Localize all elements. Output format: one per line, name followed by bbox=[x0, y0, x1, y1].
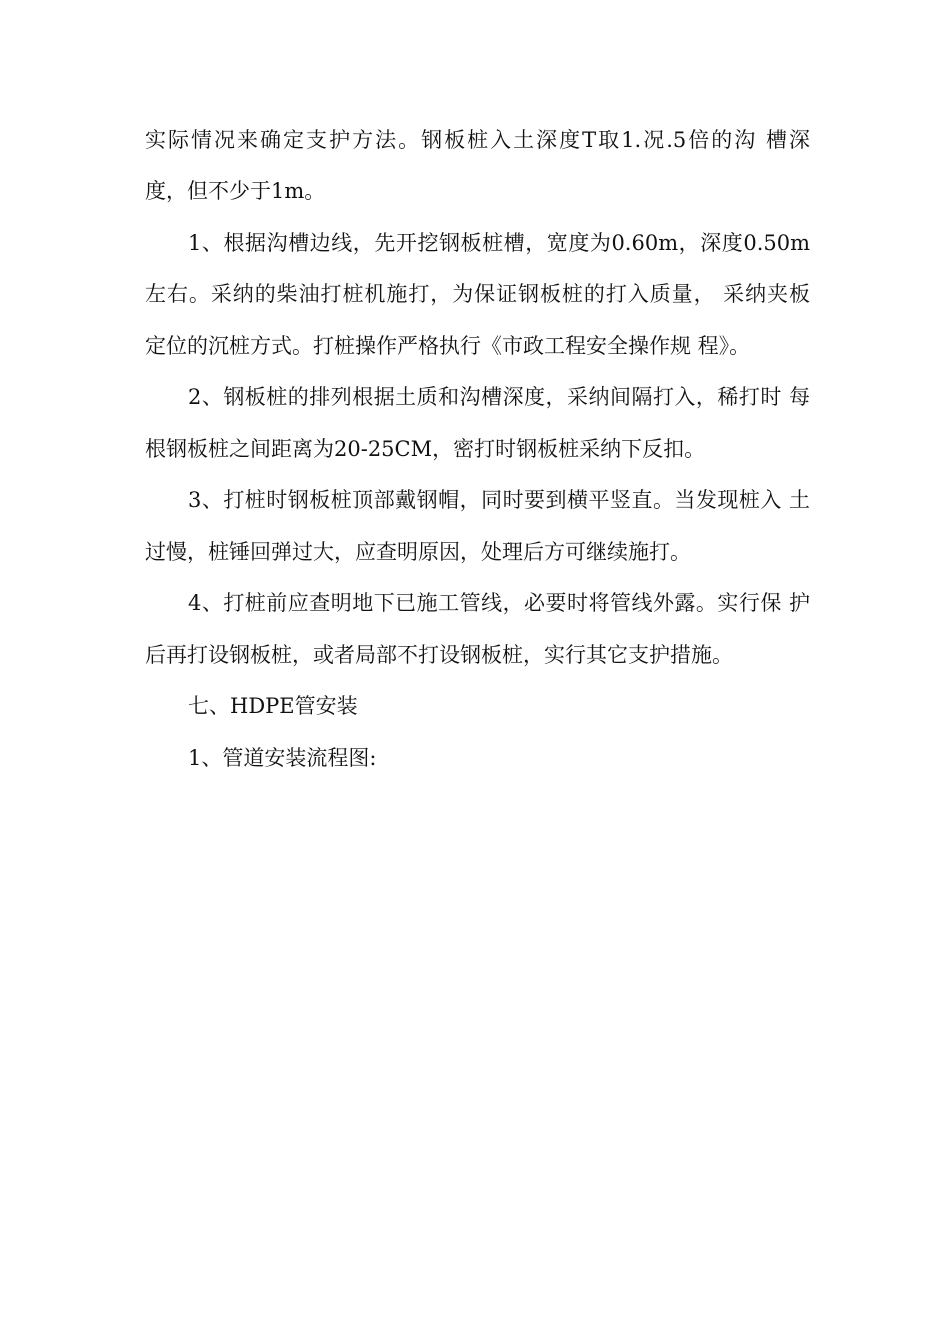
paragraph-line: 定位的沉桩方式。打桩操作严格执行《市政工程安全操作规 程》。 bbox=[145, 334, 751, 358]
paragraph-line: 过慢，桩锤回弹过大，应查明原因，处理后方可继续施打。 bbox=[145, 540, 691, 564]
paragraph-line: 实际情况来确定支护方法。钢板桩入土深度T取1.况.5倍的沟 槽深 bbox=[145, 128, 810, 152]
paragraph-line: 左右。采纳的柴油打桩机施打，为保证钢板桩的打入质量， 采纳夹板 bbox=[145, 282, 810, 306]
paragraph-line: 后再打设钢板桩，或者局部不打设钢板桩，实行其它支护措施。 bbox=[145, 643, 733, 667]
paragraph-line: 3、打桩时钢板桩顶部戴钢帽，同时要到横平竖直。当发现桩入 土 bbox=[188, 488, 810, 512]
paragraph-line: 度，但不少于1m。 bbox=[145, 179, 326, 203]
section-heading: 七、HDPE管安装 bbox=[188, 694, 358, 718]
paragraph-line: 2、钢板桩的排列根据土质和沟槽深度，采纳间隔打入，稀打时 每 bbox=[188, 385, 810, 409]
paragraph-line: 1、根据沟槽边线，先开挖钢板桩槽，宽度为0.60m，深度0.50m bbox=[188, 231, 810, 255]
paragraph-line: 根钢板桩之间距离为20-25CM，密打时钢板桩采纳下反扣。 bbox=[145, 437, 706, 461]
paragraph-line: 4、打桩前应查明地下已施工管线，必要时将管线外露。实行保 护 bbox=[188, 591, 810, 615]
subsection-heading: 1、管道安装流程图: bbox=[188, 746, 377, 770]
